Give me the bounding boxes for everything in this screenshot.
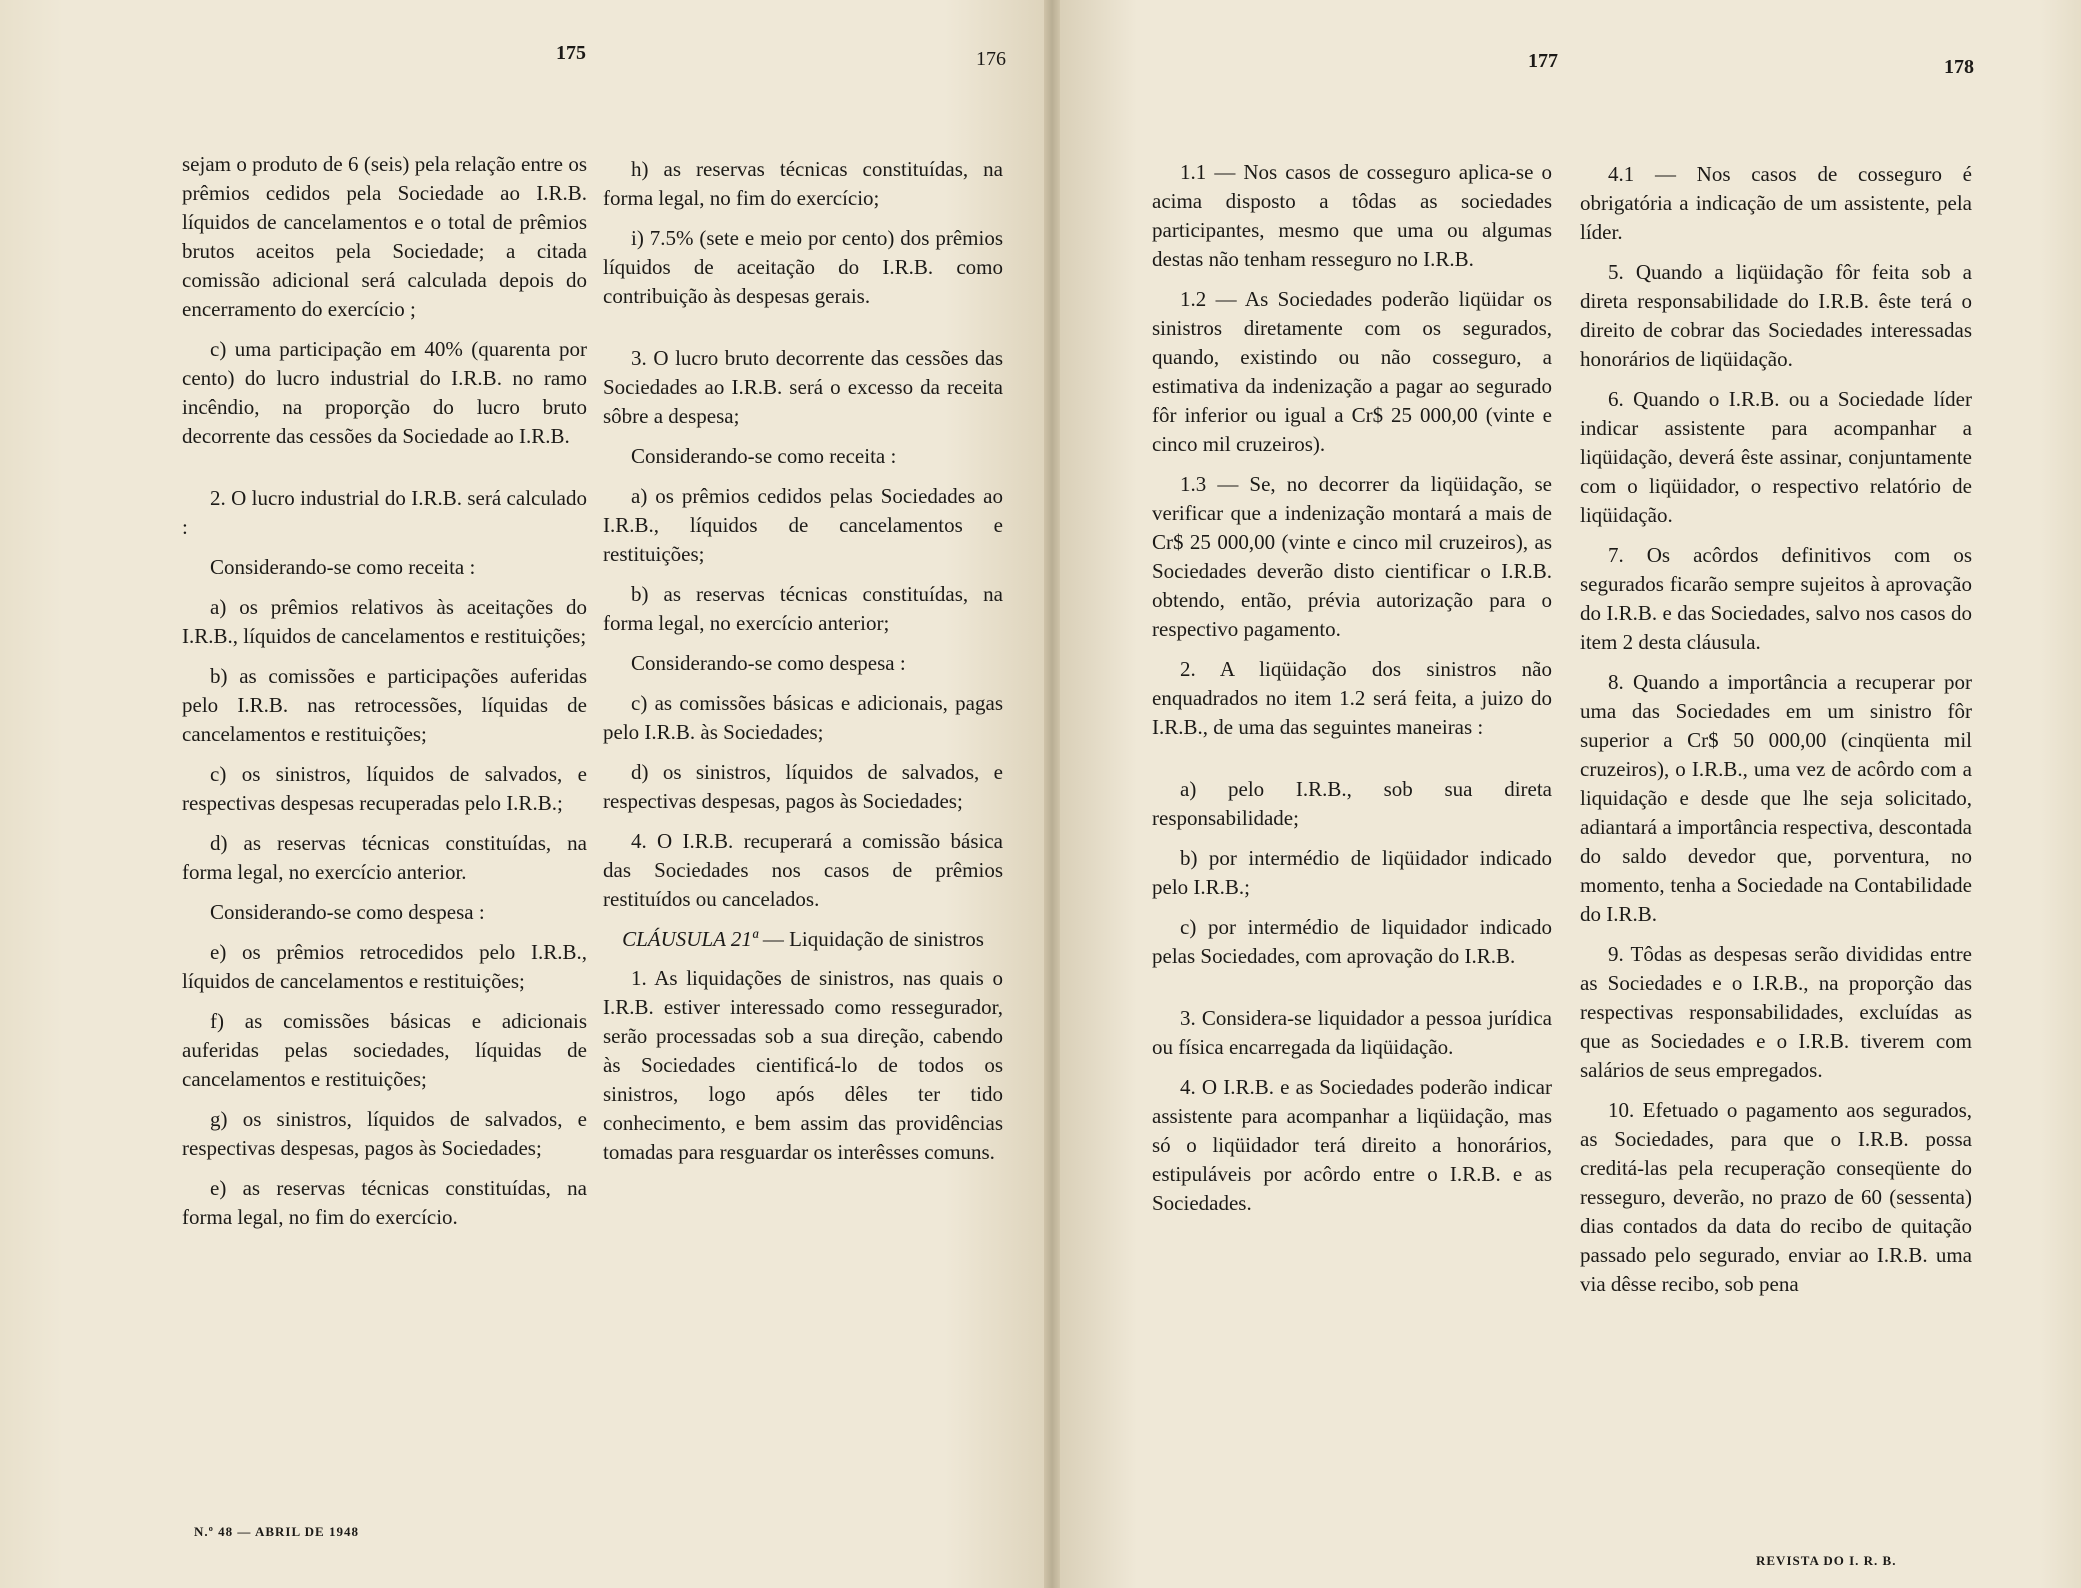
clause-heading [603, 925, 1003, 954]
paragraph: 4. O I.R.B. e as Sociedades poderão indicar assistente para acompanhar a liqüidação, mas só o liqüidador terá direito a honorários, estipuláveis por acôrdo entre o I.R.B. e as Sociedades. [1152, 1075, 1552, 1215]
footer-journal: REVISTA DO I. R. B. [1756, 1553, 1897, 1568]
column-page-177 [1152, 158, 1552, 1229]
clause-number: CLÁUSULA 21ª [622, 927, 758, 951]
paragraph: 4.1 — Nos casos de cosseguro é obrigatória a indicação de um assistente, pela líder. [1580, 162, 1972, 244]
footer-issue: N.º 48 — ABRIL DE 1948 [194, 1524, 359, 1539]
page-number-178: 178 [1944, 56, 1974, 78]
paragraph: g) os sinistros, líquidos de salvados, e respectivas despesas, pagos às Sociedades; [182, 1107, 587, 1160]
paragraph: e) os prêmios retrocedidos pelo I.R.B., líquidos de cancelamentos e restituições; [182, 940, 587, 993]
paragraph: 8. Quando a importância a recuperar por uma das Sociedades em um sinistro fôr superior a Cr$ 50 000,00 (cinqüenta mil cruzeiros), o I.R.B., uma vez de acôrdo com a liquidação e desde que lhe seja solicitado, adiantará a importância respectiva, descontada do saldo devedor que, porventura, no momento, tenha a Sociedade na Contabilidade do I.R.B. [1580, 670, 1972, 926]
paragraph: d) as reservas técnicas constituídas, na forma legal, no exercício anterior. [182, 831, 587, 884]
page-number-177: 177 [1528, 50, 1558, 72]
paragraph: 4. O I.R.B. recuperará a comissão básica das Sociedades nos casos de prêmios restituídos ou cancelados. [603, 829, 1003, 911]
paragraph: a) os prêmios cedidos pelas Sociedades ao I.R.B., líquidos de cancelamentos e restituições; [603, 484, 1003, 566]
paragraph: 1.3 — Se, no decorrer da liqüidação, se verificar que a indenização montará a mais de Cr$ 25 000,00 (vinte e cinco mil cruzeiros), as Sociedades deverão disto cientificar o I.R.B. obtendo, então, prévia autorização para o respectivo pagamento. [1152, 472, 1552, 641]
paragraph: b) as comissões e participações auferidas pelo I.R.B. nas retrocessões, líquidas de cancelamentos e restituições; [182, 664, 587, 746]
paragraph: 5. Quando a liqüidação fôr feita sob a direta responsabilidade do I.R.B. êste terá o direito de cobrar das Sociedades interessadas honorários de liqüidação. [1580, 260, 1972, 371]
paragraph: c) por intermédio de liquidador indicado pelas Sociedades, com aprovação do I.R.B. [1152, 915, 1552, 968]
column-page-178 [1580, 160, 1972, 1310]
page-number-176: 176 [976, 48, 1006, 70]
column-page-175 [182, 150, 587, 1243]
paragraph: Considerando-se como despesa : [631, 651, 906, 675]
paragraph: a) os prêmios relativos às aceitações do I.R.B., líquidos de cancelamentos e restituições; [182, 595, 587, 648]
paragraph: i) 7.5% (sete e meio por cento) dos prêmios líquidos de aceitação do I.R.B. como contribuição às despesas gerais. [603, 226, 1003, 308]
paragraph: 2. O lucro industrial do I.R.B. será calculado : [182, 486, 587, 539]
paragraph: 1.1 — Nos casos de cosseguro aplica-se o acima disposto a tôdas as sociedades participantes, mesmo que uma ou algumas destas não tenham resseguro no I.R.B. [1152, 160, 1552, 271]
paragraph: 10. Efetuado o pagamento aos segurados, as Sociedades, para que o I.R.B. possa creditá-las pela recuperação conseqüente do resseguro, deverão, no prazo de 60 (sessenta) dias contados da data do recibo de quitação passado pelo segurado, enviar ao I.R.B. uma via dêsse recibo, sob pena [1580, 1098, 1972, 1296]
paragraph: e) as reservas técnicas constituídas, na forma legal, no fim do exercício. [182, 1176, 587, 1229]
paragraph: c) os sinistros, líquidos de salvados, e respectivas despesas recuperadas pelo I.R.B.; [182, 762, 587, 815]
book-gutter [1044, 0, 1060, 1588]
paragraph: f) as comissões básicas e adicionais auferidas pelas sociedades, líquidas de cancelamentos e restituições; [182, 1009, 587, 1091]
paragraph: 6. Quando o I.R.B. ou a Sociedade líder indicar assistente para acompanhar a liqüidação, deverá êste assinar, conjuntamente com o liqüidador, o respectivo relatório de liqüidação. [1580, 387, 1972, 527]
paragraph: b) por intermédio de liqüidador indicado pelo I.R.B.; [1152, 846, 1552, 899]
paragraph: b) as reservas técnicas constituídas, na forma legal, no exercício anterior; [603, 582, 1003, 635]
page-number-175: 175 [556, 42, 586, 64]
paragraph: 7. Os acôrdos definitivos com os segurados ficarão sempre sujeitos à aprovação do I.R.B. e das Sociedades, salvo nos casos do item 2 desta cláusula. [1580, 543, 1972, 654]
column-page-176 [603, 155, 1003, 1178]
clause-title: — Liquidação de sinistros [757, 927, 984, 951]
paragraph: c) as comissões básicas e adicionais, pagas pelo I.R.B. às Sociedades; [603, 691, 1003, 744]
paragraph: c) uma participação em 40% (quarenta por cento) do lucro industrial do I.R.B. no ramo incêndio, na proporção do lucro bruto decorrente das cessões da Sociedade ao I.R.B. [182, 337, 587, 448]
paragraph: sejam o produto de 6 (seis) pela relação entre os prêmios cedidos pela Sociedade ao I.R.B. líquidos de cancelamentos e o total de prêmios brutos aceitos pela Sociedade; a citada comissão adicional será calculada depois do encerramento do exercício ; [182, 152, 587, 321]
paragraph: Considerando-se como receita : [210, 555, 476, 579]
paragraph: 3. Considera-se liquidador a pessoa jurídica ou física encarregada da liqüidação. [1152, 1006, 1552, 1059]
paragraph: Considerando-se como despesa : [210, 900, 485, 924]
paragraph: h) as reservas técnicas constituídas, na forma legal, no fim do exercício; [603, 157, 1003, 210]
paragraph: d) os sinistros, líquidos de salvados, e respectivas despesas, pagos às Sociedades; [603, 760, 1003, 813]
paragraph: 3. O lucro bruto decorrente das cessões das Sociedades ao I.R.B. será o excesso da receita sôbre a despesa; [603, 346, 1003, 428]
paragraph: 2. A liqüidação dos sinistros não enquadrados no item 1.2 será feita, a juizo do I.R.B., de uma das seguintes maneiras : [1152, 657, 1552, 739]
paragraph: 9. Tôdas as despesas serão divididas entre as Sociedades e o I.R.B., na proporção das respectivas responsabilidades, excluídas as que as Sociedades e o I.R.B. tiverem com salários de seus empregados. [1580, 942, 1972, 1082]
paragraph: 1.2 — As Sociedades poderão liqüidar os sinistros diretamente com os segurados, quando, existindo ou não cosseguro, a estimativa da indenização a pagar ao segurado fôr inferior ou igual a Cr$ 25 000,00 (vinte e cinco mil cruzeiros). [1152, 287, 1552, 456]
paragraph: a) pelo I.R.B., sob sua direta responsabilidade; [1152, 777, 1552, 830]
paragraph: Considerando-se como receita : [631, 444, 897, 468]
paragraph: 1. As liquidações de sinistros, nas quais o I.R.B. estiver interessado como ressegurador, serão processadas sob a sua direção, cabendo às Sociedades cientificá-lo de todos os sinistros, logo após dêles ter tido conhecimento, e bem assim das providências tomadas para resguardar os interêsses comuns. [603, 966, 1003, 1164]
